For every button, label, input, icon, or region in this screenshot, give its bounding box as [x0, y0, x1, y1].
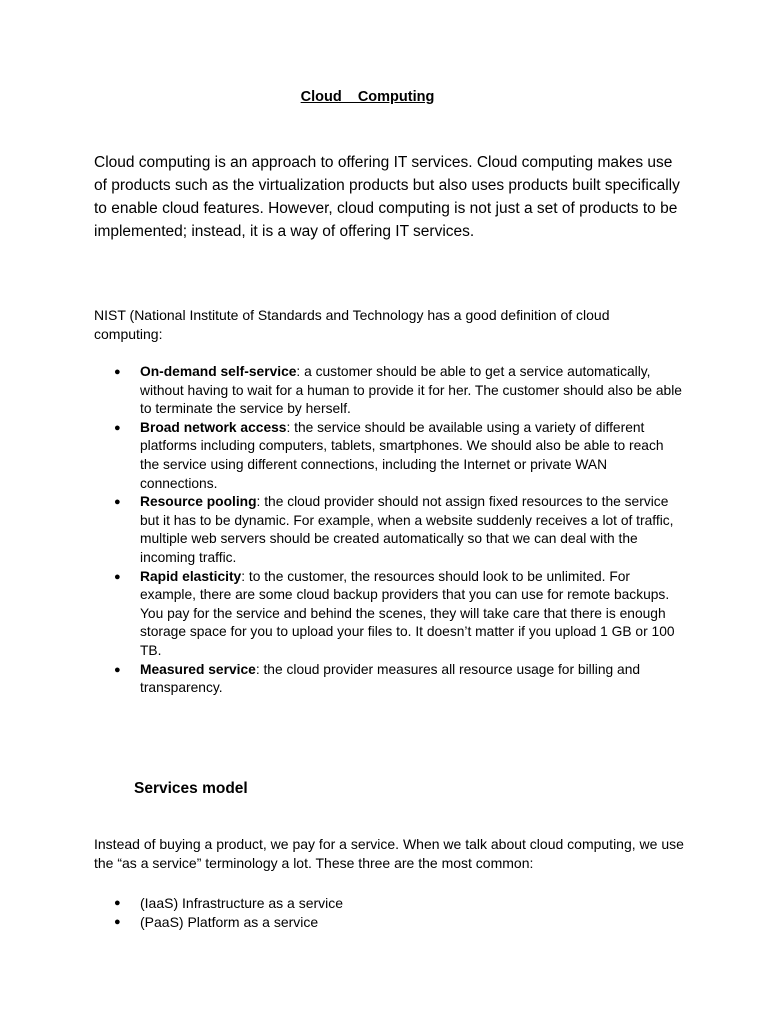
- characteristic-text: : to the customer, the resources should look to be unlimited. For example, there are some cloud backup providers that you can use for remote backups. You pay for the service and behind the scenes, they will take care that there is enough storage space for you to upload your files to. It doesn’t matter if you upload 1 GB or 100 TB.: [140, 568, 675, 658]
- services-model-heading: Services model: [134, 780, 248, 797]
- characteristic-text: : the cloud provider should not assign fixed resources to the service but it has to be dynamic. For example, when a website suddenly receives a lot of traffic, multiple web servers should be created automatically so that we can deal with the incoming traffic.: [140, 494, 674, 565]
- characteristic-term: Resource pooling: [140, 494, 257, 510]
- bullet-icon: ●: [114, 366, 121, 378]
- bullet-icon: ●: [114, 570, 121, 583]
- bullet-icon: ●: [114, 496, 121, 509]
- characteristic-term: On-demand self-service: [140, 364, 297, 379]
- list-item: [94, 568, 684, 661]
- nist-paragraph: NIST (National Institute of Standards and Technology has a good definition of cloud computing:: [94, 307, 610, 342]
- list-item: [94, 493, 684, 567]
- characteristic-term: Rapid elasticity: [140, 568, 242, 584]
- list-item: [94, 894, 684, 913]
- bullet-icon: ●: [114, 897, 121, 909]
- characteristic-text: : the cloud provider measures all resource usage for billing and transparency.: [140, 661, 641, 696]
- list-item: [94, 419, 684, 493]
- list-item: [94, 363, 684, 419]
- list-item: [94, 661, 684, 698]
- document-title: Cloud Computing: [300, 89, 435, 105]
- bullet-icon: ●: [114, 916, 121, 928]
- characteristics-list: [94, 363, 684, 698]
- service-models-list: [94, 894, 684, 932]
- characteristic-text: : the service should be available using a variety of different platforms including computers, tablets, smartphones. We should also be able to reach the service using different connections, including the Internet or private WAN connections.: [140, 419, 664, 491]
- characteristic-term: Broad network access: [140, 419, 287, 435]
- services-intro-paragraph: Instead of buying a product, we pay for a service. When we talk about cloud computing, we use the “as a service” terminology a lot. These three are the most common:: [94, 836, 684, 871]
- list-item: [94, 913, 684, 932]
- service-model-label: (IaaS) Infrastructure as a service: [140, 895, 344, 911]
- bullet-icon: ●: [114, 421, 121, 434]
- characteristic-text: : a customer should be able to get a service automatically, without having to wait for a human to provide it for her. The customer should also be able to terminate the service by herself.: [140, 364, 682, 417]
- characteristic-term: Measured service: [140, 661, 256, 677]
- intro-paragraph: Cloud computing is an approach to offering IT services. Cloud computing makes use of products such as the virtualization products but also uses products built specifically to enable cloud features. However, cloud computing is not just a set of products to be implemented; instead, it is a way of offering IT services.: [94, 154, 680, 240]
- service-model-label: (PaaS) Platform as a service: [140, 914, 319, 930]
- bullet-icon: ●: [114, 663, 121, 676]
